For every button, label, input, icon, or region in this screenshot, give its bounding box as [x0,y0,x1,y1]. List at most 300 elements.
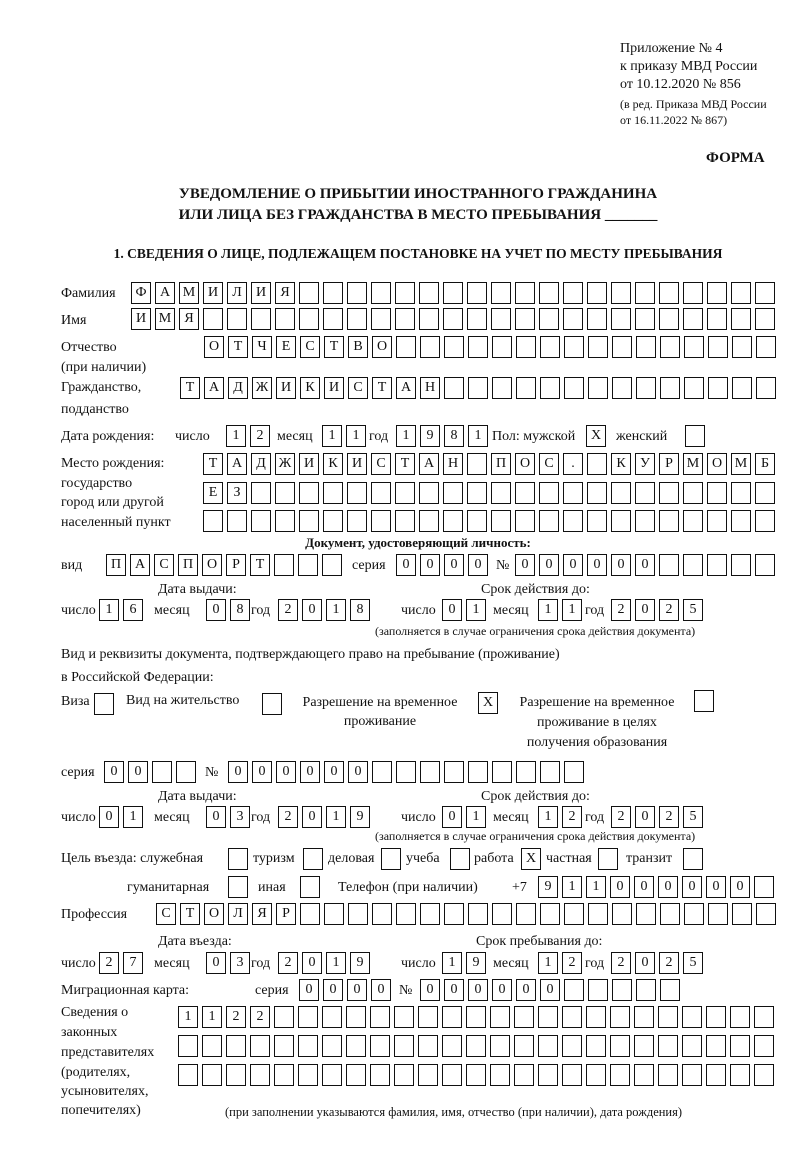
char-box[interactable] [588,903,608,925]
char-box[interactable]: И [203,282,223,304]
char-box[interactable] [492,336,512,358]
char-box[interactable] [659,308,679,330]
char-box[interactable] [443,282,463,304]
char-box[interactable] [226,1035,246,1057]
purpose-humanitarian-checkbox[interactable] [228,876,252,898]
char-box[interactable]: 9 [350,806,370,828]
id-kind-field[interactable] [106,554,346,576]
char-box[interactable] [396,761,416,783]
char-box[interactable] [756,903,776,925]
char-box[interactable] [682,1064,702,1086]
char-box[interactable] [540,377,560,399]
char-box[interactable] [515,510,535,532]
char-box[interactable]: Т [250,554,270,576]
char-box[interactable] [684,377,704,399]
char-box[interactable] [636,336,656,358]
birthplace-row1[interactable] [203,453,779,475]
char-box[interactable] [683,282,703,304]
char-box[interactable]: 5 [683,952,703,974]
char-box[interactable]: П [178,554,198,576]
char-box[interactable]: З [227,482,247,504]
char-box[interactable] [515,308,535,330]
char-box[interactable] [538,1006,558,1028]
char-box[interactable] [467,510,487,532]
char-box[interactable]: А [227,453,247,475]
char-box[interactable] [636,979,656,1001]
char-box[interactable]: 0 [587,554,607,576]
char-box[interactable]: О [515,453,535,475]
char-box[interactable] [468,761,488,783]
char-box[interactable] [634,1006,654,1028]
char-box[interactable] [275,482,295,504]
char-box[interactable]: О [202,554,222,576]
char-box[interactable]: 5 [683,806,703,828]
char-box[interactable] [612,903,632,925]
char-box[interactable]: 2 [250,1006,270,1028]
char-box[interactable]: И [324,377,344,399]
char-box[interactable] [324,903,344,925]
char-box[interactable] [635,510,655,532]
char-box[interactable] [419,482,439,504]
char-box[interactable]: 2 [562,806,582,828]
char-box[interactable]: 2 [659,806,679,828]
char-box[interactable] [539,510,559,532]
char-box[interactable] [635,308,655,330]
char-box[interactable] [515,282,535,304]
char-box[interactable] [611,308,631,330]
char-box[interactable] [586,1064,606,1086]
trp-checkbox[interactable] [478,692,502,714]
char-box[interactable] [588,979,608,1001]
char-box[interactable] [731,510,751,532]
char-box[interactable] [322,1006,342,1028]
id-valid-month[interactable] [538,599,586,621]
char-box[interactable]: Р [226,554,246,576]
reps-row3[interactable] [178,1064,778,1086]
char-box[interactable]: К [300,377,320,399]
char-box[interactable] [492,903,512,925]
char-box[interactable] [203,308,223,330]
char-box[interactable] [418,1035,438,1057]
char-box[interactable]: 3 [230,806,250,828]
char-box[interactable]: 1 [538,599,558,621]
char-box[interactable] [658,1006,678,1028]
char-box[interactable]: А [396,377,416,399]
char-box[interactable] [442,1035,462,1057]
char-box[interactable]: 0 [206,952,226,974]
stay-day[interactable] [442,952,490,974]
char-box[interactable] [683,510,703,532]
char-box[interactable] [371,282,391,304]
char-box[interactable] [347,482,367,504]
char-box[interactable]: О [372,336,392,358]
purpose-business-checkbox[interactable] [381,848,405,870]
id-valid-day[interactable] [442,599,490,621]
char-box[interactable] [587,453,607,475]
char-box[interactable]: Н [420,377,440,399]
char-box[interactable] [466,1035,486,1057]
migration-number-field[interactable] [420,979,684,1001]
char-box[interactable] [610,1064,630,1086]
char-box[interactable] [659,554,679,576]
char-box[interactable]: 0 [276,761,296,783]
char-box[interactable] [467,453,487,475]
char-box[interactable] [418,1064,438,1086]
char-box[interactable] [299,282,319,304]
char-box[interactable]: 0 [371,979,391,1001]
char-box[interactable]: 6 [123,599,143,621]
char-box[interactable] [274,1035,294,1057]
char-box[interactable]: О [707,453,727,475]
char-box[interactable] [444,377,464,399]
char-box[interactable]: 9 [538,876,558,898]
char-box[interactable] [467,282,487,304]
char-box[interactable] [395,282,415,304]
char-box[interactable]: 1 [468,425,488,447]
char-box[interactable]: 0 [442,599,462,621]
char-box[interactable] [731,554,751,576]
char-box[interactable]: 0 [610,876,630,898]
surname-field[interactable] [131,282,779,304]
char-box[interactable]: Л [228,903,248,925]
char-box[interactable]: 0 [635,554,655,576]
char-box[interactable] [370,1064,390,1086]
char-box[interactable]: К [611,453,631,475]
char-box[interactable] [178,1064,198,1086]
char-box[interactable]: X [478,692,498,714]
char-box[interactable] [731,308,751,330]
char-box[interactable] [299,482,319,504]
char-box[interactable] [658,1035,678,1057]
char-box[interactable] [251,308,271,330]
char-box[interactable] [563,482,583,504]
char-box[interactable] [468,903,488,925]
char-box[interactable]: Ч [252,336,272,358]
purpose-study-checkbox[interactable] [450,848,474,870]
char-box[interactable]: Д [251,453,271,475]
char-box[interactable]: Т [203,453,223,475]
char-box[interactable]: 8 [230,599,250,621]
char-box[interactable] [659,510,679,532]
char-box[interactable] [516,903,536,925]
char-box[interactable] [658,1064,678,1086]
char-box[interactable] [490,1006,510,1028]
permit-issue-day[interactable] [99,806,147,828]
permit-series-field[interactable] [104,761,200,783]
char-box[interactable] [346,1035,366,1057]
char-box[interactable] [347,510,367,532]
char-box[interactable]: 1 [586,876,606,898]
char-box[interactable]: И [299,453,319,475]
char-box[interactable] [635,282,655,304]
char-box[interactable]: Д [228,377,248,399]
female-checkbox[interactable] [685,425,709,447]
char-box[interactable]: 1 [326,599,346,621]
char-box[interactable]: М [155,308,175,330]
char-box[interactable]: 0 [540,979,560,1001]
char-box[interactable] [611,482,631,504]
char-box[interactable]: 2 [278,806,298,828]
char-box[interactable]: Т [228,336,248,358]
id-issue-month[interactable] [206,599,254,621]
char-box[interactable] [491,510,511,532]
char-box[interactable]: Т [180,903,200,925]
char-box[interactable] [299,510,319,532]
char-box[interactable]: 1 [346,425,366,447]
char-box[interactable] [587,482,607,504]
char-box[interactable]: 0 [539,554,559,576]
char-box[interactable]: 0 [444,554,464,576]
char-box[interactable]: Я [252,903,272,925]
char-box[interactable] [755,482,775,504]
char-box[interactable] [660,979,680,1001]
entry-year[interactable] [278,952,374,974]
char-box[interactable] [516,761,536,783]
char-box[interactable] [612,336,632,358]
char-box[interactable] [563,510,583,532]
char-box[interactable]: 1 [322,425,342,447]
char-box[interactable] [539,282,559,304]
char-box[interactable]: Т [180,377,200,399]
char-box[interactable]: 1 [326,806,346,828]
char-box[interactable] [443,308,463,330]
char-box[interactable] [418,1006,438,1028]
char-box[interactable] [660,377,680,399]
char-box[interactable] [203,510,223,532]
patronymic-field[interactable] [204,336,780,358]
permit-valid-month[interactable] [538,806,586,828]
char-box[interactable] [492,761,512,783]
char-box[interactable] [707,510,727,532]
char-box[interactable] [588,377,608,399]
char-box[interactable] [731,482,751,504]
char-box[interactable] [754,1035,774,1057]
char-box[interactable] [468,377,488,399]
char-box[interactable]: Р [276,903,296,925]
char-box[interactable]: Ф [131,282,151,304]
char-box[interactable]: 1 [442,952,462,974]
char-box[interactable] [250,1064,270,1086]
char-box[interactable] [754,1064,774,1086]
char-box[interactable] [490,1035,510,1057]
birth-month-field[interactable] [322,425,370,447]
char-box[interactable] [683,308,703,330]
id-issue-year[interactable] [278,599,374,621]
char-box[interactable] [420,336,440,358]
char-box[interactable] [275,308,295,330]
char-box[interactable] [660,903,680,925]
char-box[interactable]: 0 [104,761,124,783]
char-box[interactable]: К [323,453,343,475]
trp-education-checkbox[interactable] [694,690,718,712]
char-box[interactable] [538,1035,558,1057]
char-box[interactable] [708,336,728,358]
char-box[interactable]: А [130,554,150,576]
char-box[interactable] [347,282,367,304]
char-box[interactable]: 2 [611,599,631,621]
char-box[interactable]: П [106,554,126,576]
char-box[interactable]: 0 [468,979,488,1001]
char-box[interactable]: 0 [396,554,416,576]
char-box[interactable]: С [348,377,368,399]
char-box[interactable]: Т [372,377,392,399]
char-box[interactable] [450,848,470,870]
char-box[interactable]: А [155,282,175,304]
char-box[interactable] [635,482,655,504]
char-box[interactable] [419,510,439,532]
char-box[interactable]: 0 [206,599,226,621]
char-box[interactable] [298,1006,318,1028]
entry-day[interactable] [99,952,147,974]
char-box[interactable]: И [276,377,296,399]
char-box[interactable]: 0 [634,876,654,898]
char-box[interactable]: 9 [466,952,486,974]
char-box[interactable] [538,1064,558,1086]
char-box[interactable] [683,554,703,576]
char-box[interactable] [730,1006,750,1028]
char-box[interactable] [300,876,320,898]
char-box[interactable]: 0 [300,761,320,783]
char-box[interactable]: 0 [324,761,344,783]
char-box[interactable]: Ж [275,453,295,475]
char-box[interactable] [707,308,727,330]
char-box[interactable] [492,377,512,399]
char-box[interactable] [395,482,415,504]
char-box[interactable]: Ж [252,377,272,399]
char-box[interactable] [682,1035,702,1057]
char-box[interactable] [755,554,775,576]
char-box[interactable] [660,336,680,358]
id-issue-day[interactable] [99,599,147,621]
name-field[interactable] [131,308,779,330]
char-box[interactable]: О [204,903,224,925]
char-box[interactable] [610,1035,630,1057]
char-box[interactable]: С [371,453,391,475]
char-box[interactable] [683,848,703,870]
char-box[interactable] [540,761,560,783]
char-box[interactable]: 0 [228,761,248,783]
char-box[interactable] [491,282,511,304]
char-box[interactable] [298,1035,318,1057]
char-box[interactable] [322,1035,342,1057]
char-box[interactable] [515,482,535,504]
char-box[interactable] [732,336,752,358]
char-box[interactable]: 0 [302,952,322,974]
char-box[interactable] [202,1064,222,1086]
char-box[interactable] [443,482,463,504]
char-box[interactable]: X [521,848,541,870]
char-box[interactable]: 9 [350,952,370,974]
char-box[interactable] [442,1064,462,1086]
char-box[interactable] [274,554,294,576]
permit-number-field[interactable] [228,761,588,783]
char-box[interactable] [659,282,679,304]
char-box[interactable]: 0 [611,554,631,576]
char-box[interactable]: 0 [420,979,440,1001]
char-box[interactable]: 0 [516,979,536,1001]
char-box[interactable] [564,377,584,399]
reps-row2[interactable] [178,1035,778,1057]
char-box[interactable] [707,554,727,576]
char-box[interactable] [370,1006,390,1028]
char-box[interactable] [419,282,439,304]
visa-checkbox[interactable] [94,693,118,715]
char-box[interactable] [468,336,488,358]
char-box[interactable]: 0 [682,876,702,898]
birth-day-field[interactable] [226,425,274,447]
char-box[interactable] [444,903,464,925]
char-box[interactable] [587,510,607,532]
char-box[interactable] [754,1006,774,1028]
char-box[interactable] [395,510,415,532]
char-box[interactable] [372,903,392,925]
char-box[interactable]: 0 [299,979,319,1001]
char-box[interactable] [636,377,656,399]
char-box[interactable]: 0 [635,599,655,621]
char-box[interactable]: Т [324,336,344,358]
char-box[interactable]: 1 [326,952,346,974]
char-box[interactable] [732,903,752,925]
char-box[interactable]: 1 [123,806,143,828]
char-box[interactable]: 0 [635,806,655,828]
char-box[interactable] [610,1006,630,1028]
char-box[interactable]: 1 [202,1006,222,1028]
id-number-field[interactable] [515,554,779,576]
char-box[interactable]: 9 [420,425,440,447]
char-box[interactable] [694,690,714,712]
char-box[interactable]: 1 [396,425,416,447]
char-box[interactable]: 8 [350,599,370,621]
char-box[interactable]: 2 [562,952,582,974]
char-box[interactable] [684,903,704,925]
char-box[interactable]: 0 [348,761,368,783]
char-box[interactable]: 0 [635,952,655,974]
char-box[interactable] [467,482,487,504]
char-box[interactable] [514,1064,534,1086]
char-box[interactable] [706,1064,726,1086]
char-box[interactable] [514,1006,534,1028]
purpose-transit-checkbox[interactable] [683,848,707,870]
char-box[interactable]: П [491,453,511,475]
char-box[interactable] [491,482,511,504]
char-box[interactable]: И [131,308,151,330]
purpose-official-checkbox[interactable] [228,848,252,870]
char-box[interactable] [323,482,343,504]
char-box[interactable]: 0 [99,806,119,828]
purpose-work-checkbox[interactable] [521,848,545,870]
char-box[interactable]: 1 [562,876,582,898]
char-box[interactable] [466,1064,486,1086]
char-box[interactable]: И [347,453,367,475]
char-box[interactable] [227,308,247,330]
char-box[interactable] [251,510,271,532]
char-box[interactable]: М [683,453,703,475]
char-box[interactable] [371,510,391,532]
char-box[interactable]: 0 [492,979,512,1001]
char-box[interactable] [444,761,464,783]
char-box[interactable] [323,282,343,304]
char-box[interactable]: 0 [252,761,272,783]
char-box[interactable]: Б [755,453,775,475]
char-box[interactable]: 2 [659,952,679,974]
char-box[interactable] [443,510,463,532]
char-box[interactable]: X [586,425,606,447]
char-box[interactable] [300,903,320,925]
char-box[interactable] [298,554,318,576]
char-box[interactable]: 2 [659,599,679,621]
char-box[interactable]: Т [395,453,415,475]
char-box[interactable] [731,282,751,304]
